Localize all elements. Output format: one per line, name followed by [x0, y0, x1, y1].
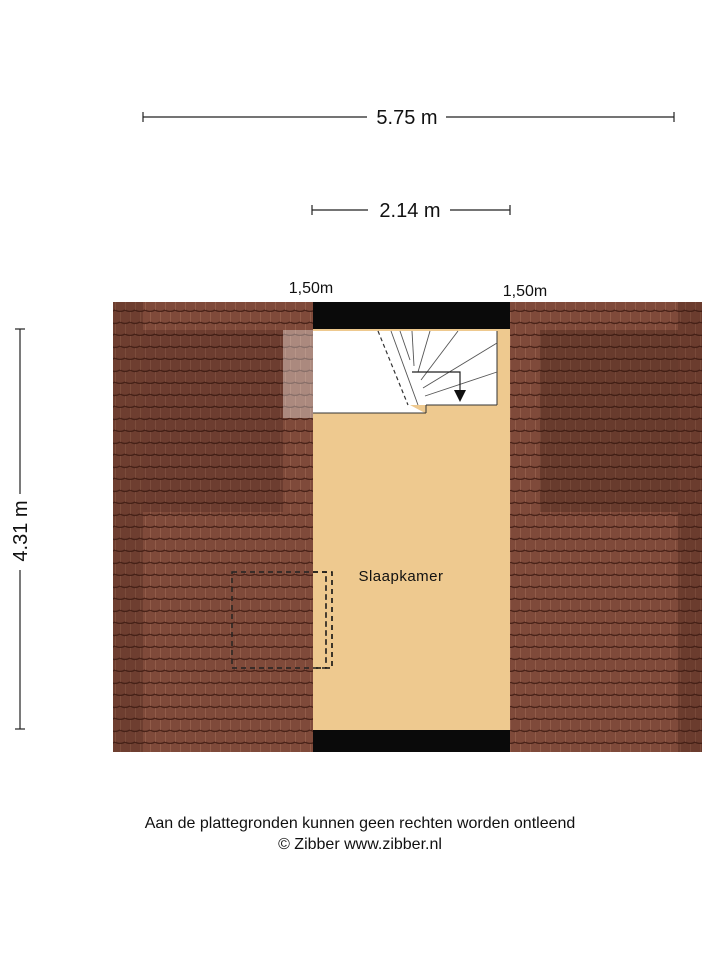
right-height-label: 1,50m [502, 283, 548, 300]
dimension-depth [10, 329, 32, 729]
depth-label: 4.31 m [10, 500, 32, 562]
dimension-stair-width [312, 200, 510, 222]
wall-top [313, 302, 510, 329]
copyright-text: © Zibber www.zibber.nl [278, 836, 442, 853]
wall-bottom [313, 730, 510, 752]
dimension-total-width [143, 107, 674, 129]
left-height-label: 1,50m [288, 280, 334, 297]
stair-width-label: 2.14 m [379, 200, 441, 222]
room-label-bedroom: Slaapkamer [358, 568, 444, 585]
skylight-left [283, 330, 313, 418]
total-width-label: 5.75 m [376, 107, 438, 129]
roof-right [510, 302, 702, 752]
disclaimer-text: Aan de plattegronden kunnen geen rechten worden ontleend [144, 815, 576, 832]
staircase [313, 331, 497, 413]
roof-left [113, 302, 313, 752]
dormer-right [540, 330, 678, 512]
